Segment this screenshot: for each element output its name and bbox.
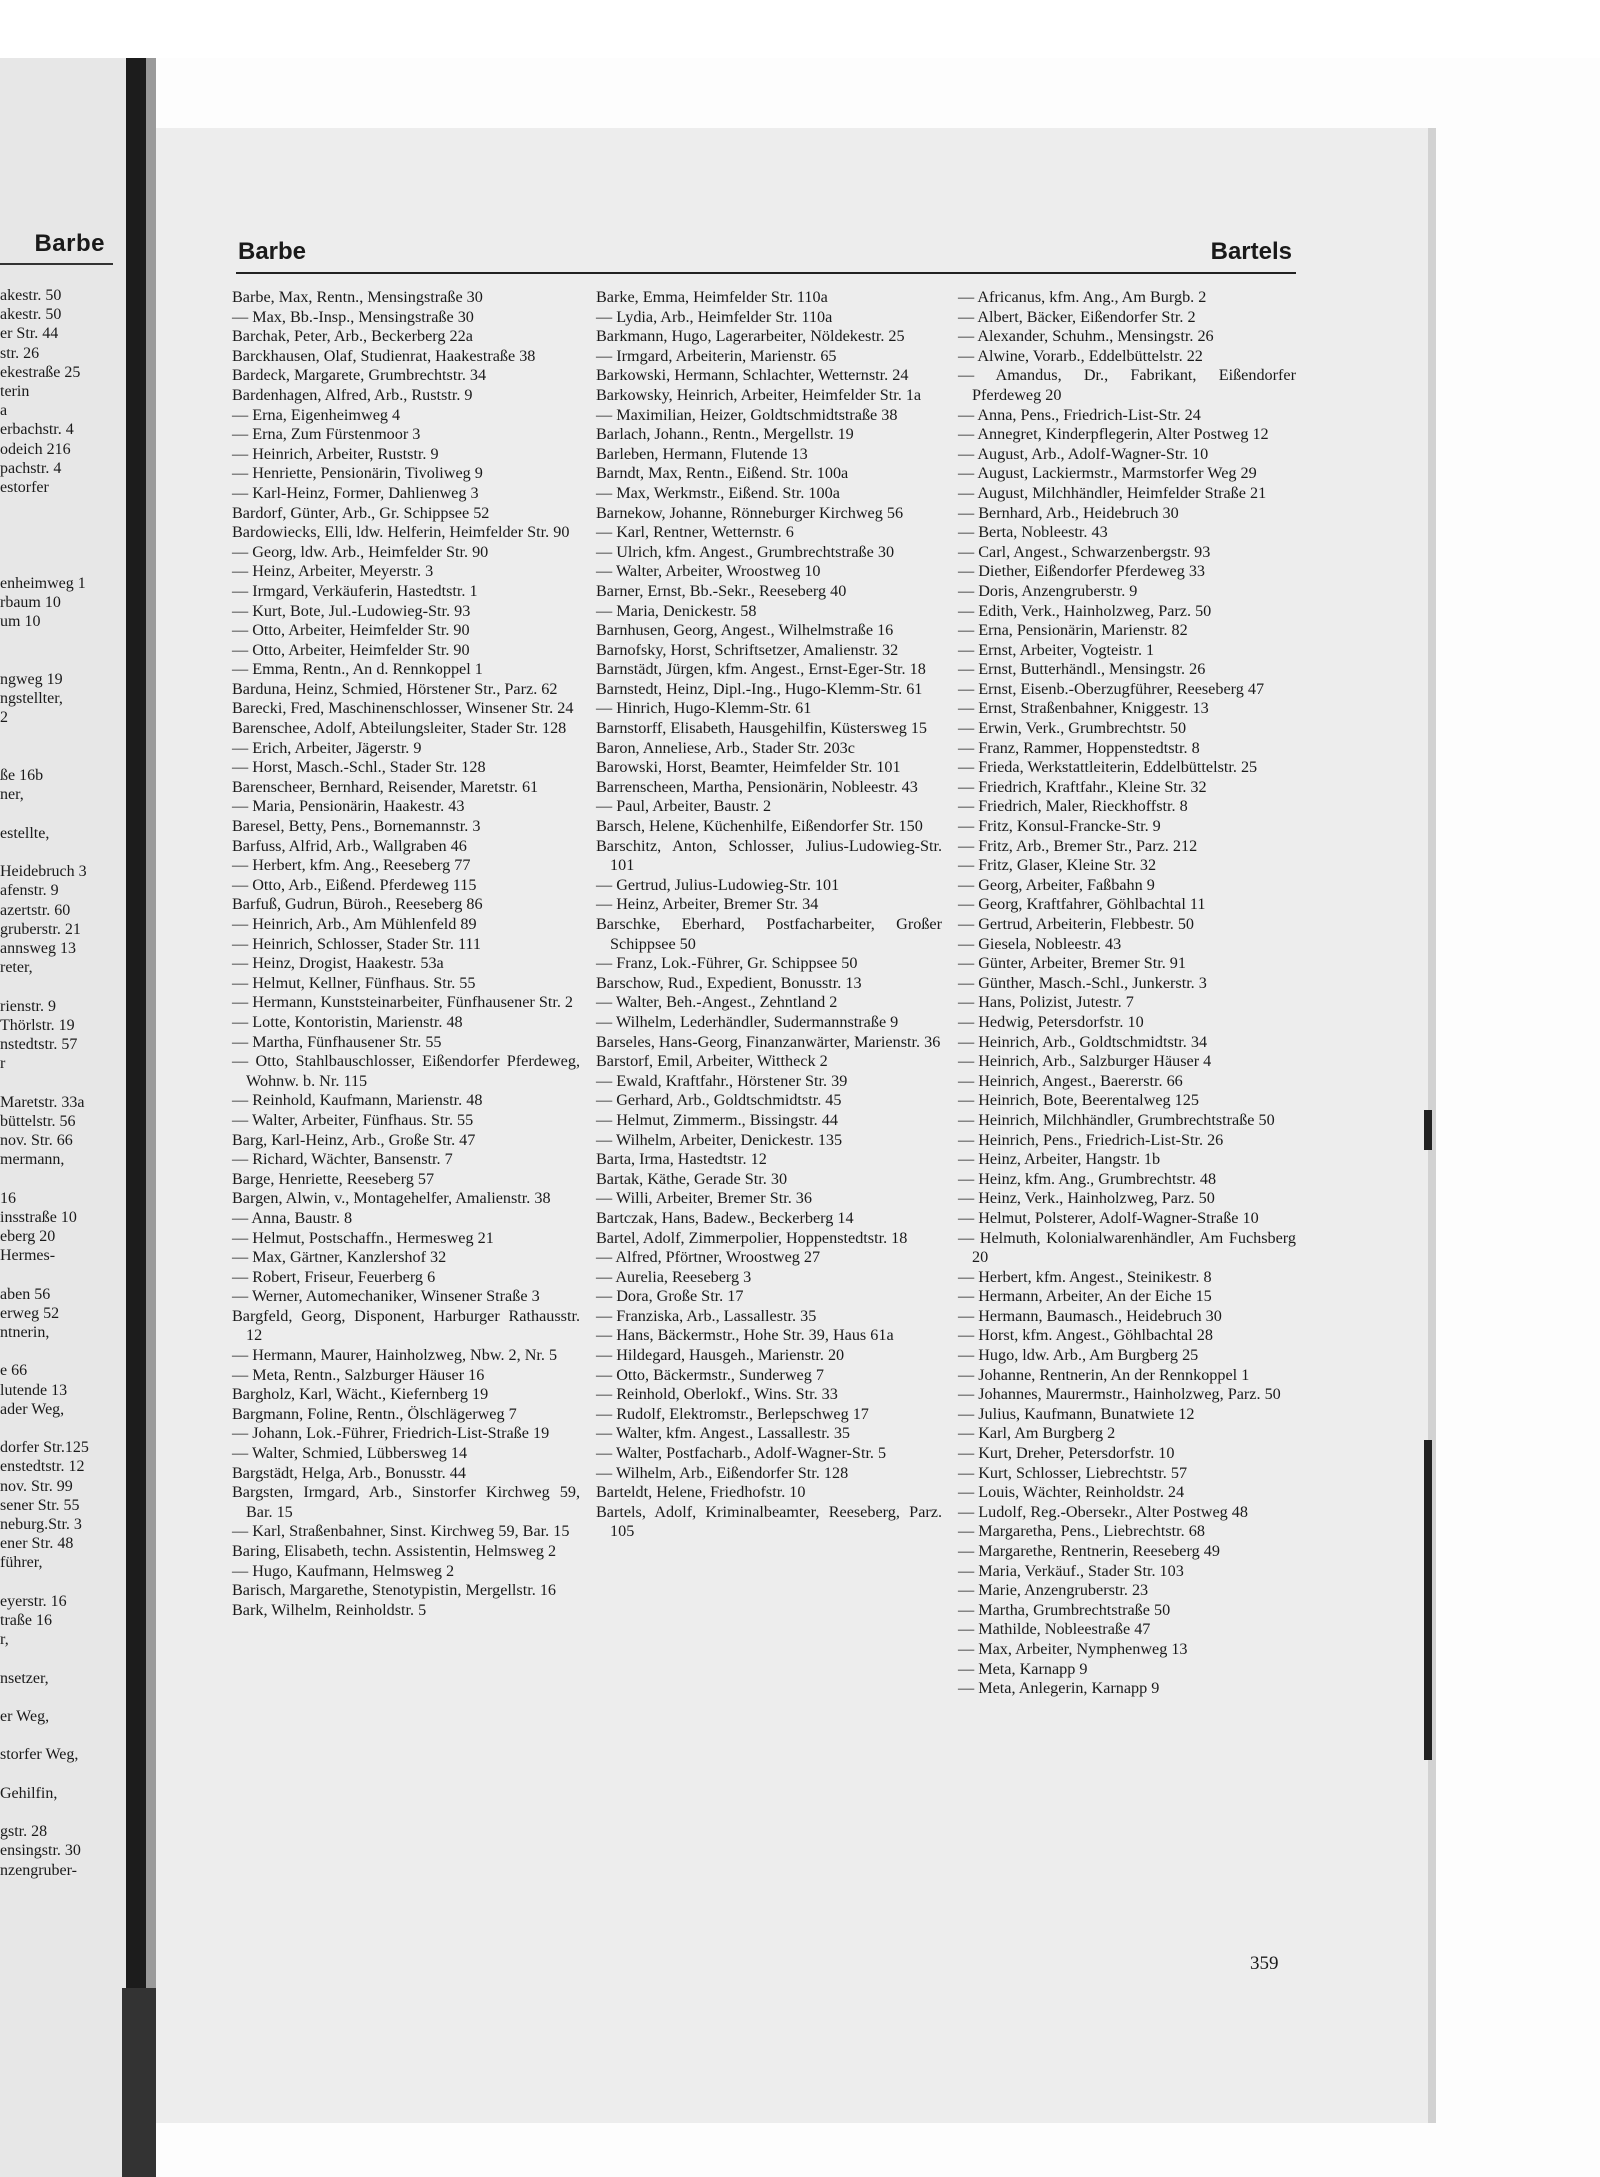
directory-entry: Barke, Emma, Heimfelder Str. 110a: [596, 288, 828, 306]
directory-entry: — Gertrud, Julius-Ludowieg-Str. 101: [596, 875, 840, 894]
directory-entry: — Helmut, Zimmerm., Bissingstr. 44: [596, 1110, 838, 1129]
directory-entry: — Walter, Schmied, Lübbersweg 14: [232, 1444, 468, 1463]
directory-entry: Barkowski, Hermann, Schlachter, Wetternstr. 24: [596, 366, 909, 385]
directory-entry: Baring, Elisabeth, techn. Assistentin, Helmsweg 2: [232, 1542, 557, 1560]
directory-entry: — Heinrich, Arbeiter, Ruststr. 9: [232, 444, 439, 463]
directory-entry: — Louis, Wächter, Reinholdstr. 24: [958, 1483, 1185, 1502]
directory-entry: Barfuß, Gudrun, Büroh., Reeseberg 86: [232, 895, 483, 914]
left-page-line: nzengruber-: [0, 1861, 77, 1879]
directory-entry: — Martha, Grumbrechtstraße 50: [958, 1600, 1171, 1619]
directory-entry: — Erwin, Verk., Grumbrechtstr. 50: [958, 719, 1187, 738]
left-page-line: Heidebruch 3: [0, 863, 87, 881]
directory-entry: — August, Arb., Adolf-Wagner-Str. 10: [958, 444, 1209, 463]
directory-entry: Bargmann, Foline, Rentn., Ölschlägerweg 7: [232, 1404, 517, 1423]
directory-entry: — Ulrich, kfm. Angest., Grumbrechtstraße 30: [596, 542, 895, 561]
directory-entry: — Edith, Verk., Hainholzweg, Parz. 50: [958, 601, 1212, 620]
directory-entry: — Albert, Bäcker, Eißendorfer Str. 2: [958, 307, 1196, 326]
directory-entry: — Wilhelm, Arbeiter, Denickestr. 135: [596, 1130, 843, 1149]
left-page-line: [0, 1726, 126, 1745]
directory-entry: — Amandus, Dr., Fabrikant, Eißendorfer Pferdeweg 20: [958, 366, 1296, 404]
left-page-line: neburg.Str. 3: [0, 1516, 82, 1533]
left-page-line: [0, 651, 126, 670]
left-page-rule: [0, 263, 113, 265]
directory-entry: — Max, Gärtner, Kanzlershof 32: [232, 1248, 447, 1267]
directory-column-3: [958, 288, 1296, 1699]
left-page-line: nov. Str. 66: [0, 1131, 73, 1149]
directory-entry: — Dora, Große Str. 17: [596, 1287, 744, 1306]
left-page-line: nstedtstr. 57: [0, 1035, 78, 1053]
directory-entry: — Karl-Heinz, Former, Dahlienweg 3: [232, 483, 479, 502]
left-page-line: a: [0, 402, 8, 420]
directory-entry: — Otto, Stahlbauschlosser, Eißendorfer Pferdeweg, Wohnw. b. Nr. 115: [232, 1052, 580, 1090]
directory-entry: — Franz, Lok.-Führer, Gr. Schippsee 50: [596, 954, 858, 973]
directory-entry: Bartak, Käthe, Gerade Str. 30: [596, 1169, 788, 1188]
left-page-text: [0, 286, 126, 1880]
left-page-line: [0, 1649, 126, 1668]
directory-entry: — Otto, Bäckermstr., Sunderweg 7: [596, 1365, 824, 1384]
directory-entry: — Julius, Kaufmann, Bunatwiete 12: [958, 1404, 1195, 1423]
directory-entry: — Max, Werkmstr., Eißend. Str. 100a: [596, 483, 840, 502]
directory-entry: — Gertrud, Arbeiterin, Flebbestr. 50: [958, 915, 1195, 933]
directory-entry: — Walter, Arbeiter, Fünfhaus. Str. 55: [232, 1110, 474, 1129]
left-page-line: sener Str. 55: [0, 1496, 80, 1514]
directory-entry: — Horst, kfm. Angest., Göhlbachtal 28: [958, 1326, 1213, 1345]
directory-entry: — Hermann, Arbeiter, An der Eiche 15: [958, 1287, 1212, 1306]
left-page-line: enheimweg 1: [0, 575, 86, 593]
left-page-line: [0, 1765, 126, 1784]
directory-entry: — Heinz, Verk., Hainholzweg, Parz. 50: [958, 1189, 1215, 1208]
directory-entry: Barkmann, Hugo, Lagerarbeiter, Nöldekestr. 25: [596, 327, 905, 346]
left-page-line: enstedtstr. 12: [0, 1458, 85, 1476]
left-page-line: erweg 52: [0, 1304, 60, 1322]
book-spine: [126, 58, 146, 2177]
directory-entry: — Hans, Bäckermstr., Hohe Str. 39, Haus 61a: [596, 1326, 894, 1345]
directory-entry: Barnofsky, Horst, Schriftsetzer, Amalienstr. 32: [596, 640, 899, 659]
left-page-line: [0, 632, 126, 651]
directory-entry: — Ewald, Kraftfahr., Hörstener Str. 39: [596, 1071, 848, 1090]
directory-entry: Barner, Ernst, Bb.-Sekr., Reeseberg 40: [596, 581, 847, 600]
directory-entry: Barfuss, Alfrid, Arb., Wallgraben 46: [232, 836, 467, 855]
left-page-line: nov. Str. 99: [0, 1477, 73, 1495]
left-page-line: akestr. 50: [0, 287, 62, 304]
directory-entry: — Kurt, Schlosser, Liebrechtstr. 57: [958, 1463, 1188, 1482]
directory-entry: — Hinrich, Hugo-Klemm-Str. 61: [596, 699, 812, 718]
left-page-line: e 66: [0, 1362, 28, 1380]
left-page-line: ader Weg,: [0, 1400, 65, 1418]
directory-entry: Barschke, Eberhard, Postfacharbeiter, Großer Schippsee 50: [596, 915, 942, 953]
left-page-line: azertstr. 60: [0, 901, 71, 919]
left-page-line: afenstr. 9: [0, 882, 59, 900]
left-page-line: [0, 1419, 126, 1438]
left-page-line: [0, 804, 126, 823]
left-page-line: aben 56: [0, 1285, 51, 1303]
directory-entry: Barg, Karl-Heinz, Arb., Große Str. 47: [232, 1130, 476, 1149]
left-page-line: rienstr. 9: [0, 997, 56, 1015]
directory-entry: — Maximilian, Heizer, Goldtschmidtstraße 38: [596, 405, 898, 424]
directory-entry: Barowski, Horst, Beamter, Heimfelder Str. 101: [596, 758, 901, 777]
running-header-right: Bartels: [1210, 238, 1292, 265]
left-page-line: ße 16b: [0, 767, 44, 785]
directory-entry: Bark, Wilhelm, Reinholdstr. 5: [232, 1600, 427, 1619]
directory-entry: — Karl, Am Burgberg 2: [958, 1424, 1116, 1443]
directory-entry: — Richard, Wächter, Bansenstr. 7: [232, 1150, 453, 1169]
header-rule: [236, 272, 1296, 274]
left-page-line: erbachstr. 4: [0, 421, 74, 439]
left-page-line: ekestraße 25: [0, 363, 81, 381]
directory-entry: Barschitz, Anton, Schlosser, Julius-Ludowieg-Str. 101: [596, 836, 942, 875]
directory-entry: — Walter, Beh.-Angest., Zehntland 2: [596, 993, 838, 1012]
directory-entry: Barnhusen, Georg, Angest., Wilhelmstraße 16: [596, 621, 894, 640]
left-page-line: um 10: [0, 613, 41, 631]
directory-entry: — Martha, Fünfhausener Str. 55: [232, 1032, 442, 1051]
directory-entry: Barkowsky, Heinrich, Arbeiter, Heimfelder Str. 1a: [596, 385, 922, 404]
left-page-line: 2: [0, 709, 8, 727]
left-page-header: Barbe: [34, 230, 105, 257]
left-page-line: 16: [0, 1189, 16, 1207]
directory-entry: — Ernst, Eisenb.-Oberzugführer, Reeseberg 47: [958, 679, 1265, 698]
left-page-line: eyerstr. 16: [0, 1592, 67, 1610]
left-page-fragment: [0, 58, 135, 2177]
left-page-line: pachstr. 4: [0, 459, 62, 477]
directory-entry: — Otto, Arbeiter, Heimfelder Str. 90: [232, 621, 470, 640]
directory-entry: — Africanus, kfm. Ang., Am Burgb. 2: [958, 288, 1207, 306]
directory-entry: — Fritz, Konsul-Francke-Str. 9: [958, 817, 1161, 836]
left-page-line: [0, 1688, 126, 1707]
left-page-line: er Str. 44: [0, 325, 59, 343]
directory-entry: — Reinhold, Kaufmann, Marienstr. 48: [232, 1091, 483, 1110]
directory-entry: — Herbert, kfm. Ang., Reeseberg 77: [232, 856, 471, 875]
left-page-line: [0, 747, 126, 766]
directory-entry: — Max, Arbeiter, Nymphenweg 13: [958, 1639, 1188, 1658]
left-page-line: [0, 728, 126, 747]
directory-column-1: [232, 288, 580, 1620]
directory-entry: — Helmut, Kellner, Fünfhaus. Str. 55: [232, 973, 476, 992]
directory-entry: — Heinrich, Pens., Friedrich-List-Str. 26: [958, 1130, 1224, 1149]
left-page-line: Gehilfin,: [0, 1784, 58, 1802]
thumb-index-mark: [1424, 1440, 1432, 1760]
directory-entry: — Annegret, Kinderpflegerin, Alter Postweg 12: [958, 425, 1269, 444]
left-page-line: [0, 1169, 126, 1188]
directory-entry: Barrenscheen, Martha, Pensionärin, Nobleestr. 43: [596, 777, 918, 796]
directory-entry: — Heinrich, Arb., Am Mühlenfeld 89: [232, 915, 477, 933]
left-page-line: traße 16: [0, 1612, 52, 1630]
directory-entry: Barlach, Johann., Rentn., Mergellstr. 19: [596, 425, 854, 444]
directory-entry: — Günter, Arbeiter, Bremer Str. 91: [958, 954, 1186, 973]
directory-entry: — Hermann, Baumasch., Heidebruch 30: [958, 1306, 1222, 1325]
directory-entry: Barteldt, Helene, Friedhofstr. 10: [596, 1483, 806, 1502]
left-page-line: führer,: [0, 1554, 43, 1572]
directory-entry: Bargstädt, Helga, Arb., Bonusstr. 44: [232, 1463, 466, 1482]
left-page-line: [0, 1573, 126, 1592]
directory-entry: — Lydia, Arb., Heimfelder Str. 110a: [596, 307, 833, 326]
left-page-line: estorfer: [0, 479, 49, 497]
directory-entry: — Otto, Arbeiter, Heimfelder Str. 90: [232, 640, 470, 659]
directory-entry: Barseles, Hans-Georg, Finanzanwärter, Marienstr. 36: [596, 1032, 941, 1051]
directory-entry: — Erna, Zum Fürstenmoor 3: [232, 425, 421, 444]
directory-entry: Bartel, Adolf, Zimmerpolier, Hoppenstedtstr. 18: [596, 1228, 908, 1247]
directory-entry: — Erna, Eigenheimweg 4: [232, 405, 401, 424]
directory-entry: — Günther, Masch.-Schl., Junkerstr. 3: [958, 973, 1207, 992]
directory-entry: Barta, Irma, Hastedtstr. 12: [596, 1150, 767, 1169]
directory-entry: Barschow, Rud., Expedient, Bonusstr. 13: [596, 973, 862, 992]
directory-entry: — Helmut, Postschaffn., Hermesweg 21: [232, 1228, 494, 1247]
directory-entry: — Johannes, Maurermstr., Hainholzweg, Parz. 50: [958, 1385, 1281, 1404]
left-page-line: annsweg 13: [0, 939, 76, 957]
running-header-left: Barbe: [238, 238, 307, 265]
directory-entry: — Frieda, Werkstattleiterin, Eddelbüttelstr. 25: [958, 758, 1258, 777]
directory-entry: — Paul, Arbeiter, Baustr. 2: [596, 797, 772, 816]
directory-entry: — Meta, Anlegerin, Karnapp 9: [958, 1679, 1160, 1698]
left-page-line: lutende 13: [0, 1381, 68, 1399]
directory-entry: — Fritz, Arb., Bremer Str., Parz. 212: [958, 836, 1198, 855]
directory-entry: — Wilhelm, Arb., Eißendorfer Str. 128: [596, 1463, 849, 1482]
page-number: 359: [1250, 1953, 1279, 1974]
left-page-line: ngweg 19: [0, 671, 63, 689]
directory-entry: — August, Lackiermstr., Marmstorfer Weg 29: [958, 464, 1257, 483]
left-page-line: r,: [0, 1631, 9, 1649]
left-page-line: büttelstr. 56: [0, 1112, 76, 1130]
left-page-line: Maretstr. 33a: [0, 1093, 85, 1111]
directory-entry: Bargen, Alwin, v., Montagehelfer, Amalienstr. 38: [232, 1189, 551, 1208]
left-page-line: er Weg,: [0, 1708, 50, 1726]
directory-entry: Barisch, Margarethe, Stenotypistin, Mergellstr. 16: [232, 1581, 557, 1600]
left-page-line: [0, 1342, 126, 1361]
directory-entry: — Diether, Eißendorfer Pferdeweg 33: [958, 562, 1206, 581]
directory-entry: Barndt, Max, Rentn., Eißend. Str. 100a: [596, 464, 849, 483]
directory-entry: — Giesela, Nobleestr. 43: [958, 934, 1122, 953]
directory-entry: — Erich, Arbeiter, Jägerstr. 9: [232, 738, 422, 757]
directory-entry: Bartczak, Hans, Badew., Beckerberg 14: [596, 1208, 854, 1227]
directory-entry: — Aurelia, Reeseberg 3: [596, 1267, 752, 1286]
left-page-line: [0, 977, 126, 996]
directory-entry: — Maria, Verkäuf., Stader Str. 103: [958, 1561, 1184, 1580]
directory-entry: — Hans, Polizist, Jutestr. 7: [958, 993, 1134, 1012]
directory-entry: Barge, Henriette, Reeseberg 57: [232, 1169, 435, 1188]
left-page-line: ntnerin,: [0, 1323, 50, 1341]
directory-entry: — Otto, Arb., Eißend. Pferdeweg 115: [232, 875, 477, 894]
directory-entry: — Hermann, Maurer, Hainholzweg, Nbw. 2, Nr. 5: [232, 1346, 558, 1365]
directory-entry: — Georg, Kraftfahrer, Göhlbachtal 11: [958, 895, 1206, 914]
left-page-line: [0, 1803, 126, 1822]
directory-entry: Bargfeld, Georg, Disponent, Harburger Rathausstr. 12: [232, 1306, 580, 1345]
directory-entry: — Ludolf, Reg.-Obersekr., Alter Postweg 48: [958, 1502, 1248, 1521]
directory-entry: — Lotte, Kontoristin, Marienstr. 48: [232, 1012, 463, 1031]
directory-entry: — Johann, Lok.-Führer, Friedrich-List-Straße 19: [232, 1424, 550, 1443]
directory-entry: — Erna, Pensionärin, Marienstr. 82: [958, 621, 1188, 640]
left-page-line: [0, 555, 126, 574]
directory-entry: — Ernst, Straßenbahner, Kniggestr. 13: [958, 699, 1209, 718]
left-page-line: [0, 516, 126, 535]
directory-entry: — Walter, kfm. Angest., Lassallestr. 35: [596, 1424, 851, 1443]
directory-entry: — Heinz, kfm. Ang., Grumbrechtstr. 48: [958, 1169, 1217, 1188]
directory-entry: — Helmuth, Kolonialwarenhändler, Am Fuchsberg 20: [958, 1228, 1296, 1267]
directory-entry: — Hugo, Kaufmann, Helmsweg 2: [232, 1561, 455, 1580]
directory-entry: — August, Milchhändler, Heimfelder Straße 21: [958, 483, 1267, 502]
directory-entry: — Heinz, Arbeiter, Meyerstr. 3: [232, 562, 434, 581]
left-page-line: [0, 843, 126, 862]
directory-entry: — Heinz, Arbeiter, Hangstr. 1b: [958, 1150, 1161, 1169]
directory-entry: — Carl, Angest., Schwarzenbergstr. 93: [958, 542, 1211, 561]
directory-entry: — Hugo, ldw. Arb., Am Burgberg 25: [958, 1346, 1199, 1365]
directory-entry: Bargholz, Karl, Wächt., Kiefernberg 19: [232, 1385, 489, 1404]
directory-entry: — Anna, Baustr. 8: [232, 1208, 353, 1227]
directory-entry: — Heinrich, Bote, Beerentalweg 125: [958, 1091, 1199, 1110]
left-page-line: reter,: [0, 959, 33, 977]
directory-entry: Barbe, Max, Rentn., Mensingstraße 30: [232, 288, 483, 306]
left-page-line: gruberstr. 21: [0, 920, 81, 938]
left-page-line: dorfer Str.125: [0, 1439, 89, 1457]
left-page-line: Thörlstr. 19: [0, 1016, 75, 1034]
directory-entry: — Friedrich, Maler, Rieckhoffstr. 8: [958, 797, 1188, 816]
directory-column-2: [596, 288, 942, 1542]
directory-entry: — Doris, Anzengruberstr. 9: [958, 581, 1138, 600]
left-page-line: [0, 1073, 126, 1092]
spine-shadow: [146, 58, 156, 2177]
left-page-line: [0, 1265, 126, 1284]
directory-entry: Bargsten, Irmgard, Arb., Sinstorfer Kirchweg 59, Bar. 15: [232, 1483, 580, 1521]
directory-entry: — Johanne, Rentnerin, An der Rennkoppel 1: [958, 1365, 1250, 1384]
directory-entry: — Emma, Rentn., An d. Rennkoppel 1: [232, 660, 483, 679]
directory-entry: — Alexander, Schuhm., Mensingstr. 26: [958, 327, 1214, 346]
directory-entry: — Marie, Anzengruberstr. 23: [958, 1581, 1149, 1600]
directory-entry: Baresel, Betty, Pens., Bornemannstr. 3: [232, 817, 481, 836]
directory-entry: Barecki, Fred, Maschinenschlosser, Winsener Str. 24: [232, 699, 574, 718]
directory-entry: Barsch, Helene, Küchenhilfe, Eißendorfer Str. 150: [596, 817, 923, 836]
directory-entry: Barleben, Hermann, Flutende 13: [596, 444, 808, 463]
left-page-line: nsetzer,: [0, 1669, 49, 1687]
directory-entry: Barenscheer, Bernhard, Reisender, Maretstr. 61: [232, 777, 539, 796]
directory-entry: — Berta, Nobleestr. 43: [958, 523, 1108, 542]
left-page-line: str. 26: [0, 344, 40, 362]
directory-entry: — Alwine, Vorarb., Eddelbüttelstr. 22: [958, 346, 1203, 365]
directory-entry: Barduna, Heinz, Schmied, Hörstener Str., Parz. 62: [232, 679, 558, 698]
directory-entry: — Max, Bb.-Insp., Mensingstraße 30: [232, 307, 474, 326]
directory-entry: — Bernhard, Arb., Heidebruch 30: [958, 503, 1179, 522]
directory-entry: — Franziska, Arb., Lassallestr. 35: [596, 1306, 817, 1325]
directory-entry: — Karl, Rentner, Wetternstr. 6: [596, 523, 794, 542]
directory-entry: — Robert, Friseur, Feuerberg 6: [232, 1267, 436, 1286]
left-page-line: akestr. 50: [0, 306, 62, 324]
directory-entry: — Alfred, Pförtner, Wroostweg 27: [596, 1248, 821, 1267]
directory-entry: — Margarethe, Rentnerin, Reeseberg 49: [958, 1542, 1220, 1560]
left-page-line: mermann,: [0, 1151, 65, 1169]
directory-entry: — Meta, Karnapp 9: [958, 1659, 1088, 1678]
left-page-line: odeich 216: [0, 440, 71, 458]
left-page-line: Hermes-: [0, 1247, 56, 1265]
directory-entry: — Reinhold, Oberlokf., Wins. Str. 33: [596, 1385, 838, 1404]
directory-entry: — Maria, Denickestr. 58: [596, 601, 757, 620]
directory-entry: — Werner, Automechaniker, Winsener Straße 3: [232, 1287, 540, 1306]
directory-entry: — Irmgard, Arbeiterin, Marienstr. 65: [596, 346, 837, 365]
left-page-line: gstr. 28: [0, 1823, 48, 1841]
directory-entry: Bardowiecks, Elli, ldw. Helferin, Heimfelder Str. 90: [232, 523, 570, 542]
left-page-line: [0, 536, 126, 555]
directory-entry: Barnstorff, Elisabeth, Hausgehilfin, Küstersweg 15: [596, 719, 928, 738]
directory-entry: Barchak, Peter, Arb., Beckerberg 22a: [232, 327, 473, 346]
directory-entry: — Heinrich, Angest., Baererstr. 66: [958, 1071, 1183, 1090]
directory-entry: — Hedwig, Petersdorfstr. 10: [958, 1012, 1144, 1031]
directory-entry: — Walter, Arbeiter, Wroostweg 10: [596, 562, 821, 581]
directory-entry: — Margaretha, Pens., Liebrechtstr. 68: [958, 1522, 1205, 1541]
directory-entry: — Heinz, Drogist, Haakestr. 53a: [232, 954, 444, 973]
directory-entry: — Rudolf, Elektromstr., Berlepschweg 17: [596, 1404, 869, 1423]
directory-entry: Barenschee, Adolf, Abteilungsleiter, Stader Str. 128: [232, 719, 567, 738]
left-page-line: ener Str. 48: [0, 1535, 74, 1553]
directory-entry: — Kurt, Bote, Jul.-Ludowieg-Str. 93: [232, 601, 471, 620]
directory-entry: Baron, Anneliese, Arb., Stader Str. 203c: [596, 738, 855, 757]
left-page-line: storfer Weg,: [0, 1746, 79, 1764]
directory-entry: — Wilhelm, Lederhändler, Sudermannstraße 9: [596, 1012, 899, 1031]
directory-entry: — Friedrich, Kraftfahr., Kleine Str. 32: [958, 777, 1207, 796]
directory-entry: Barnstädt, Jürgen, kfm. Angest., Ernst-Eger-Str. 18: [596, 660, 926, 679]
left-page-line: r: [0, 1055, 6, 1073]
left-page-line: eberg 20: [0, 1227, 56, 1245]
thumb-index-mark: [1424, 1110, 1432, 1150]
left-page-line: ner,: [0, 786, 24, 804]
left-page-line: [0, 497, 126, 516]
left-page-line: ngstellter,: [0, 690, 63, 708]
directory-entry: — Heinrich, Schlosser, Stader Str. 111: [232, 934, 482, 953]
directory-entry: — Kurt, Dreher, Petersdorfstr. 10: [958, 1444, 1175, 1463]
left-page-line: ensingstr. 30: [0, 1842, 81, 1860]
directory-entry: — Meta, Rentn., Salzburger Häuser 16: [232, 1365, 485, 1384]
directory-entry: — Anna, Pens., Friedrich-List-Str. 24: [958, 405, 1201, 424]
directory-entry: — Heinrich, Arb., Salzburger Häuser 4: [958, 1052, 1212, 1071]
left-page-line: insstraße 10: [0, 1208, 77, 1226]
directory-entry: Barckhausen, Olaf, Studienrat, Haakestraße 38: [232, 346, 536, 365]
directory-entry: — Walter, Postfacharb., Adolf-Wagner-Str. 5: [596, 1444, 887, 1463]
directory-entry: Barnstedt, Heinz, Dipl.-Ing., Hugo-Klemm-Str. 61: [596, 679, 923, 698]
directory-entry: Bardenhagen, Alfred, Arb., Ruststr. 9: [232, 385, 473, 404]
directory-entry: — Herbert, kfm. Angest., Steinikestr. 8: [958, 1267, 1212, 1286]
directory-entry: — Willi, Arbeiter, Bremer Str. 36: [596, 1189, 812, 1208]
directory-entry: — Fritz, Glaser, Kleine Str. 32: [958, 856, 1157, 875]
directory-entry: — Ernst, Arbeiter, Vogteistr. 1: [958, 640, 1155, 659]
directory-entry: — Irmgard, Verkäuferin, Hastedtstr. 1: [232, 581, 478, 600]
left-page-line: rbaum 10: [0, 594, 61, 612]
directory-entry: — Horst, Masch.-Schl., Stader Str. 128: [232, 758, 486, 777]
directory-entry: — Georg, Arbeiter, Faßbahn 9: [958, 875, 1155, 894]
directory-entry: — Heinrich, Milchhändler, Grumbrechtstraße 50: [958, 1110, 1275, 1129]
directory-entry: — Hermann, Kunststeinarbeiter, Fünfhausener Str. 2: [232, 993, 574, 1012]
directory-entry: — Helmut, Polsterer, Adolf-Wagner-Straße 10: [958, 1208, 1259, 1227]
directory-entry: — Maria, Pensionärin, Haakestr. 43: [232, 797, 465, 816]
left-page-line: terin: [0, 383, 30, 401]
directory-entry: Barstorf, Emil, Arbeiter, Wittheck 2: [596, 1052, 828, 1071]
directory-entry: — Franz, Rammer, Hoppenstedtstr. 8: [958, 738, 1200, 757]
directory-entry: Barnekow, Johanne, Rönneburger Kirchweg 56: [596, 503, 904, 522]
directory-entry: — Georg, ldw. Arb., Heimfelder Str. 90: [232, 542, 489, 561]
left-page-line: estellte,: [0, 824, 50, 842]
directory-entry: — Hildegard, Hausgeh., Marienstr. 20: [596, 1346, 845, 1365]
directory-entry: — Mathilde, Nobleestraße 47: [958, 1620, 1151, 1639]
directory-entry: Bardeck, Margarete, Grumbrechtstr. 34: [232, 366, 487, 385]
directory-entry: Bartels, Adolf, Kriminalbeamter, Reeseberg, Parz. 105: [596, 1502, 942, 1541]
directory-entry: — Henriette, Pensionärin, Tivoliweg 9: [232, 464, 483, 483]
directory-entry: — Gerhard, Arb., Goldtschmidtstr. 45: [596, 1091, 842, 1110]
directory-entry: — Ernst, Butterhändl., Mensingstr. 26: [958, 660, 1206, 679]
directory-entry: — Karl, Straßenbahner, Sinst. Kirchweg 59, Bar. 15: [232, 1522, 570, 1541]
directory-entry: — Heinz, Arbeiter, Bremer Str. 34: [596, 895, 819, 914]
directory-entry: — Heinrich, Arb., Goldtschmidtstr. 34: [958, 1032, 1208, 1051]
directory-entry: Bardorf, Günter, Arb., Gr. Schippsee 52: [232, 503, 490, 522]
binding-strip: [122, 1988, 156, 2177]
